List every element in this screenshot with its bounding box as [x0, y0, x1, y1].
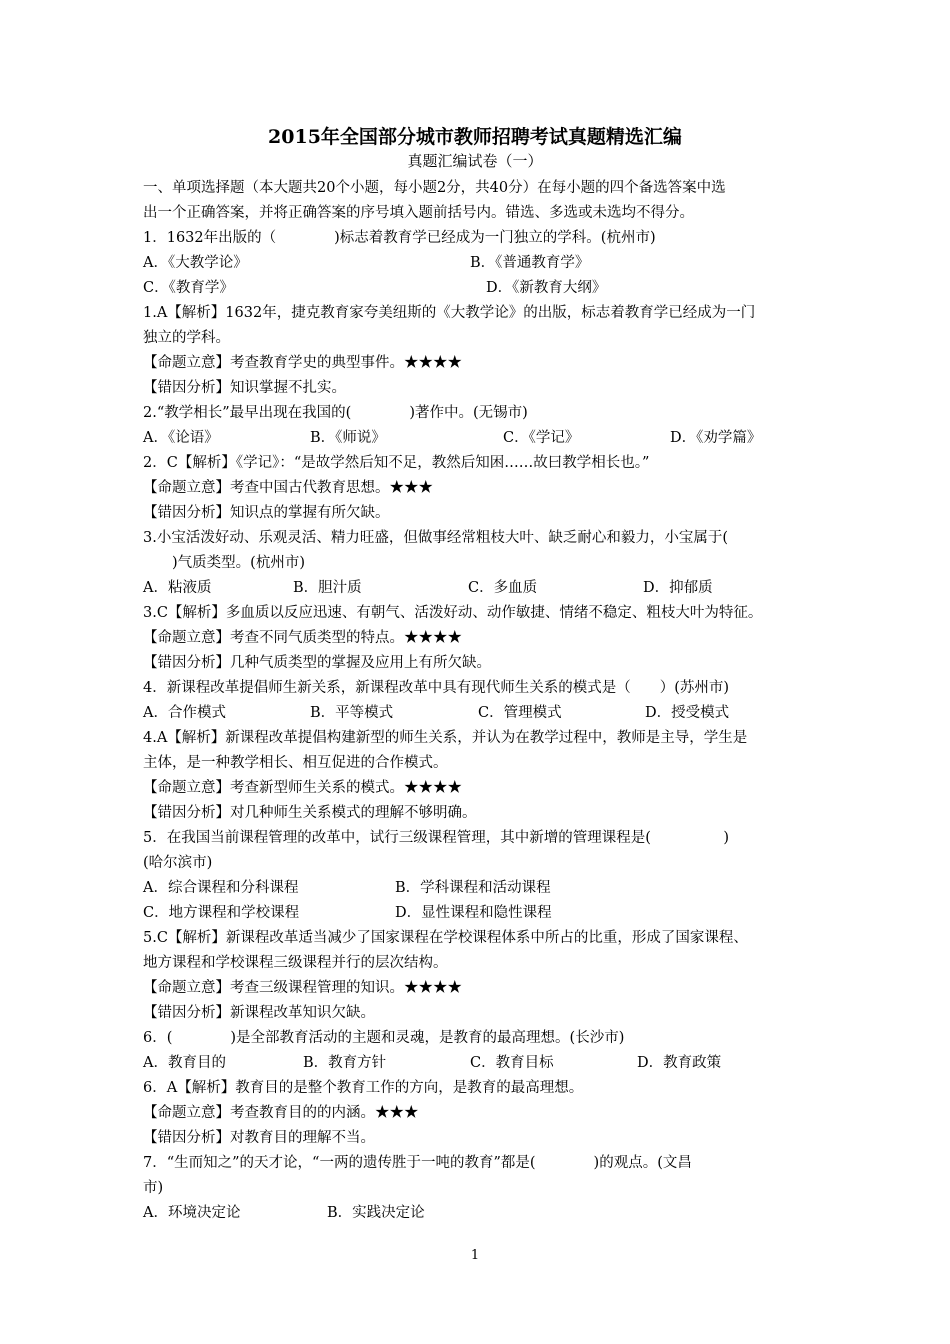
- option-d: D．教育政策: [637, 1055, 722, 1071]
- error-line: 【错因分析】知识掌握不扎实。: [143, 380, 346, 396]
- error-line: 【错因分析】对教育目的理解不当。: [143, 1130, 375, 1146]
- analysis-line: 独立的学科。: [143, 330, 230, 346]
- question-stem: 5．在我国当前课程管理的改革中，试行三级课程管理，其中新增的管理课程是( ): [143, 830, 730, 846]
- option-a: A．合作模式: [143, 705, 226, 721]
- error-line: 【错因分析】几种气质类型的掌握及应用上有所欠缺。: [143, 655, 491, 671]
- option-d: D．授受模式: [645, 705, 730, 721]
- analysis-line: 4.A【解析】新课程改革提倡构建新型的师生关系，并认为在教学过程中，教师是主导，学生是: [143, 730, 748, 746]
- option-c: C．教育目标: [470, 1055, 554, 1071]
- intent-line: 【命题立意】考查教育目的的内涵。★★★: [143, 1105, 419, 1121]
- option-b: B．学科课程和活动课程: [395, 880, 551, 896]
- error-line: 【错因分析】知识点的掌握有所欠缺。: [143, 505, 390, 521]
- option-a: A．环境决定论: [143, 1205, 241, 1221]
- option-d: D．《劝学篇》: [670, 430, 762, 446]
- analysis-line: 1.A【解析】1632年，捷克教育家夸美纽斯的《大教学论》的出版，标志着教育学已经成为一门: [143, 305, 756, 321]
- option-a: A．教育目的: [143, 1055, 226, 1071]
- option-d: D．显性课程和隐性课程: [395, 905, 552, 921]
- intent-line: 【命题立意】考查新型师生关系的模式。★★★★: [143, 780, 462, 796]
- option-a: A．粘液质: [143, 580, 212, 596]
- option-c: C．管理模式: [478, 705, 562, 721]
- question-stem: 2.“教学相长”最早出现在我国的( )著作中。(无锡市): [143, 405, 528, 421]
- option-c: C．地方课程和学校课程: [143, 905, 300, 921]
- analysis-line: 地方课程和学校课程三级课程并行的层次结构。: [143, 955, 448, 971]
- page-number: 1: [470, 1248, 480, 1263]
- intent-line: 【命题立意】考查教育学史的典型事件。★★★★: [143, 355, 462, 371]
- analysis-line: 5.C【解析】新课程改革适当减少了国家课程在学校课程体系中所占的比重，形成了国家课程、: [143, 930, 748, 946]
- option-d: D．《新教育大纲》: [486, 280, 607, 296]
- option-b: B．胆汁质: [293, 580, 362, 596]
- option-b: B．实践决定论: [327, 1205, 425, 1221]
- instruction-line: 一、单项选择题（本大题共20个小题，每小题2分，共40分）在每小题的四个备选答案中选: [143, 180, 726, 196]
- error-line: 【错因分析】新课程改革知识欠缺。: [143, 1005, 375, 1021]
- analysis-line: 3.C【解析】多血质以反应迅速、有朝气、活泼好动、动作敏捷、情绪不稳定、粗枝大叶为特征。: [143, 605, 763, 621]
- question-stem: 7．“生而知之”的天才论，“一两的遗传胜于一吨的教育”都是( )的观点。(文昌: [143, 1155, 692, 1171]
- option-c: C．《学记》: [503, 430, 580, 446]
- option-b: B．《普通教育学》: [470, 255, 590, 271]
- analysis-line: 6．A【解析】教育目的是整个教育工作的方向，是教育的最高理想。: [143, 1080, 584, 1096]
- error-line: 【错因分析】对几种师生关系模式的理解不够明确。: [143, 805, 477, 821]
- question-stem: 市): [143, 1180, 164, 1196]
- option-b: B．教育方针: [303, 1055, 387, 1071]
- intent-line: 【命题立意】考查三级课程管理的知识。★★★★: [143, 980, 462, 996]
- analysis-line: 2．C【解析】《学记》：“是故学然后知不足，教然后知困……故曰教学相长也。”: [143, 455, 650, 471]
- question-stem: )气质类型。(杭州市): [143, 555, 305, 571]
- option-a: A．综合课程和分科课程: [143, 880, 299, 896]
- page-subtitle: 真题汇编试卷（一）: [407, 152, 543, 170]
- analysis-line: 主体，是一种教学相长、相互促进的合作模式。: [143, 755, 448, 771]
- intent-line: 【命题立意】考查不同气质类型的特点。★★★★: [143, 630, 462, 646]
- option-b: B．平等模式: [310, 705, 394, 721]
- option-a: A．《论语》: [143, 430, 219, 446]
- option-c: C．多血质: [468, 580, 538, 596]
- question-stem: 4．新课程改革提倡师生新关系，新课程改革中具有现代师生关系的模式是（ ）(苏州市): [143, 680, 730, 696]
- instruction-line: 出一个正确答案，并将正确答案的序号填入题前括号内。错选、多选或未选均不得分。: [143, 205, 694, 221]
- option-a: A．《大教学论》: [143, 255, 248, 271]
- question-stem: 3.小宝活泼好动、乐观灵活、精力旺盛，但做事经常粗枝大叶、缺乏耐心和毅力，小宝属于(: [143, 530, 728, 546]
- page-title: 2015年全国部分城市教师招聘考试真题精选汇编: [268, 126, 682, 148]
- question-stem: 6．( )是全部教育活动的主题和灵魂，是教育的最高理想。(长沙市): [143, 1030, 625, 1046]
- question-stem: 1．1632年出版的（ )标志着教育学已经成为一门独立的学科。(杭州市): [143, 230, 656, 246]
- option-b: B．《师说》: [310, 430, 386, 446]
- option-c: C．《教育学》: [143, 280, 234, 296]
- option-d: D．抑郁质: [643, 580, 713, 596]
- question-stem: (哈尔滨市): [143, 855, 213, 871]
- intent-line: 【命题立意】考查中国古代教育思想。★★★: [143, 480, 433, 496]
